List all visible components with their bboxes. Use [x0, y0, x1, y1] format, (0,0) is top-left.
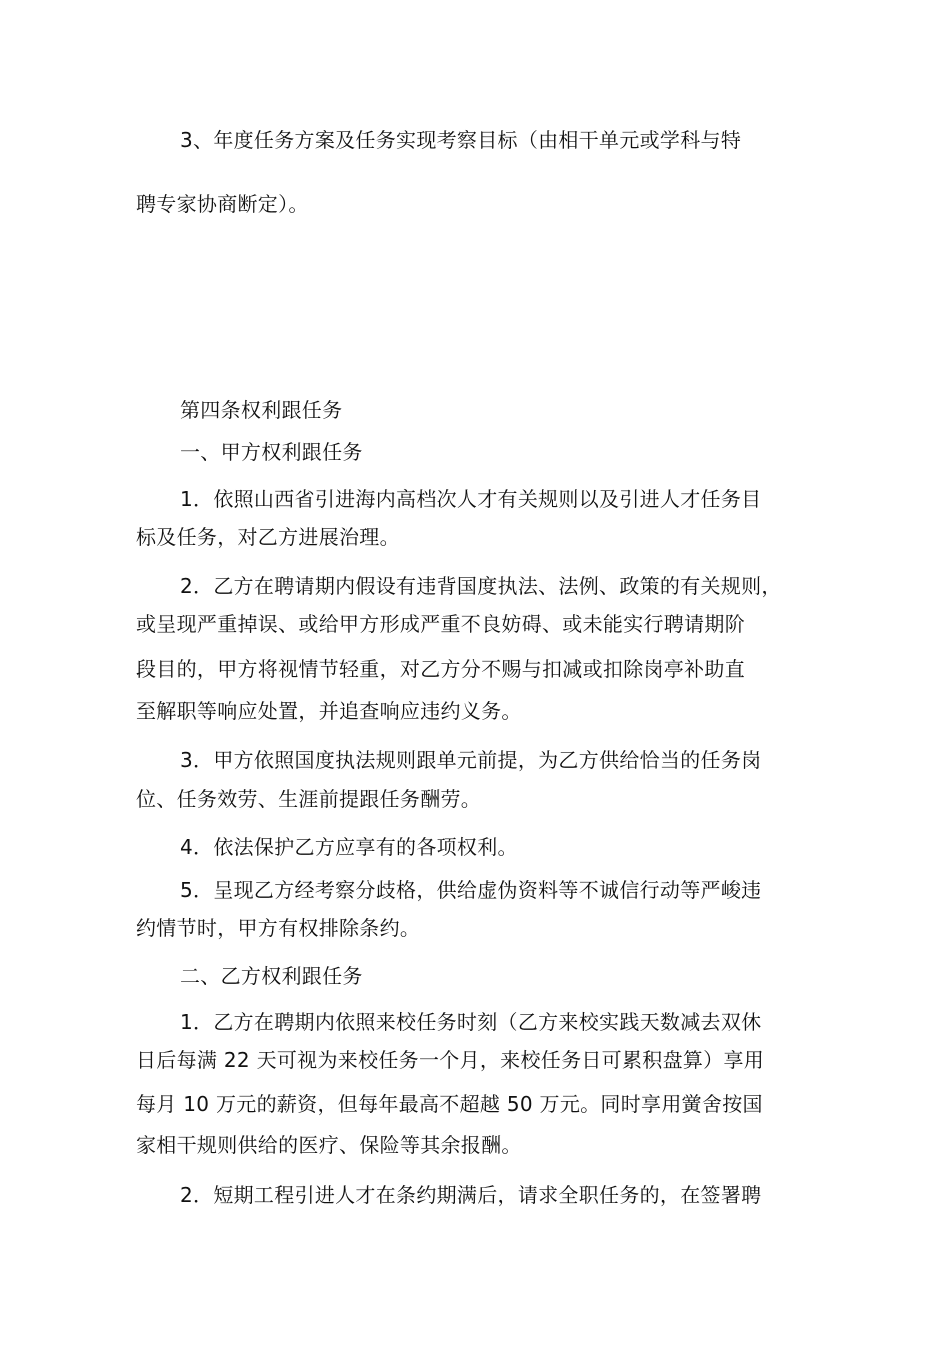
paragraph-line: 2．乙方在聘请期内假设有违背国度执法、法例、政策的有关规则， — [180, 574, 782, 598]
paragraph-line: 1．依照山西省引进海内高档次人才有关规则以及引进人才任务目 — [180, 487, 762, 511]
paragraph-line: 4．依法保护乙方应享有的各项权利。 — [180, 835, 518, 859]
paragraph-line: 2．短期工程引进人才在条约期满后，请求全职任务的，在签署聘 — [180, 1183, 762, 1207]
paragraph-line: 3．甲方依照国度执法规则跟单元前提，为乙方供给恰当的任务岗 — [180, 748, 762, 772]
paragraph-line: 约情节时，甲方有权排除条约。 — [136, 916, 421, 940]
paragraph-line: 1．乙方在聘期内依照来校任务时刻（乙方来校实践天数减去双休 — [180, 1010, 762, 1034]
paragraph-line: 日后每满 22 天可视为来校任务一个月，来校任务日可累积盘算）享用 — [136, 1048, 765, 1072]
paragraph-line: 每月 10 万元的薪资，但每年最高不超越 50 万元。同时享用黉舍按国 — [136, 1092, 763, 1116]
paragraph-line: 5．呈现乙方经考察分歧格，供给虚伪资料等不诚信行动等严峻违 — [180, 878, 762, 902]
paragraph-line: 聘专家协商断定）。 — [136, 192, 309, 216]
paragraph-line: 标及任务，对乙方进展治理。 — [136, 525, 400, 549]
paragraph-line: 段目的，甲方将视情节轻重，对乙方分不赐与扣减或扣除岗亭补助直 — [136, 657, 745, 681]
subsection-heading: 二、乙方权利跟任务 — [180, 964, 363, 988]
subsection-heading: 一、甲方权利跟任务 — [180, 440, 363, 464]
paragraph-line: 3、年度任务方案及任务实现考察目标（由相干单元或学科与特 — [180, 128, 742, 152]
paragraph-line: 位、任务效劳、生涯前提跟任务酬劳。 — [136, 787, 482, 811]
paragraph-line: 家相干规则供给的医疗、保险等其余报酬。 — [136, 1133, 522, 1157]
section-heading: 第四条权利跟任务 — [180, 398, 343, 422]
paragraph-line: 或呈现严重掉误、或给甲方形成严重不良妨碍、或未能实行聘请期阶 — [136, 612, 745, 636]
paragraph-line: 至解职等响应处置，并追查响应违约义务。 — [136, 699, 522, 723]
